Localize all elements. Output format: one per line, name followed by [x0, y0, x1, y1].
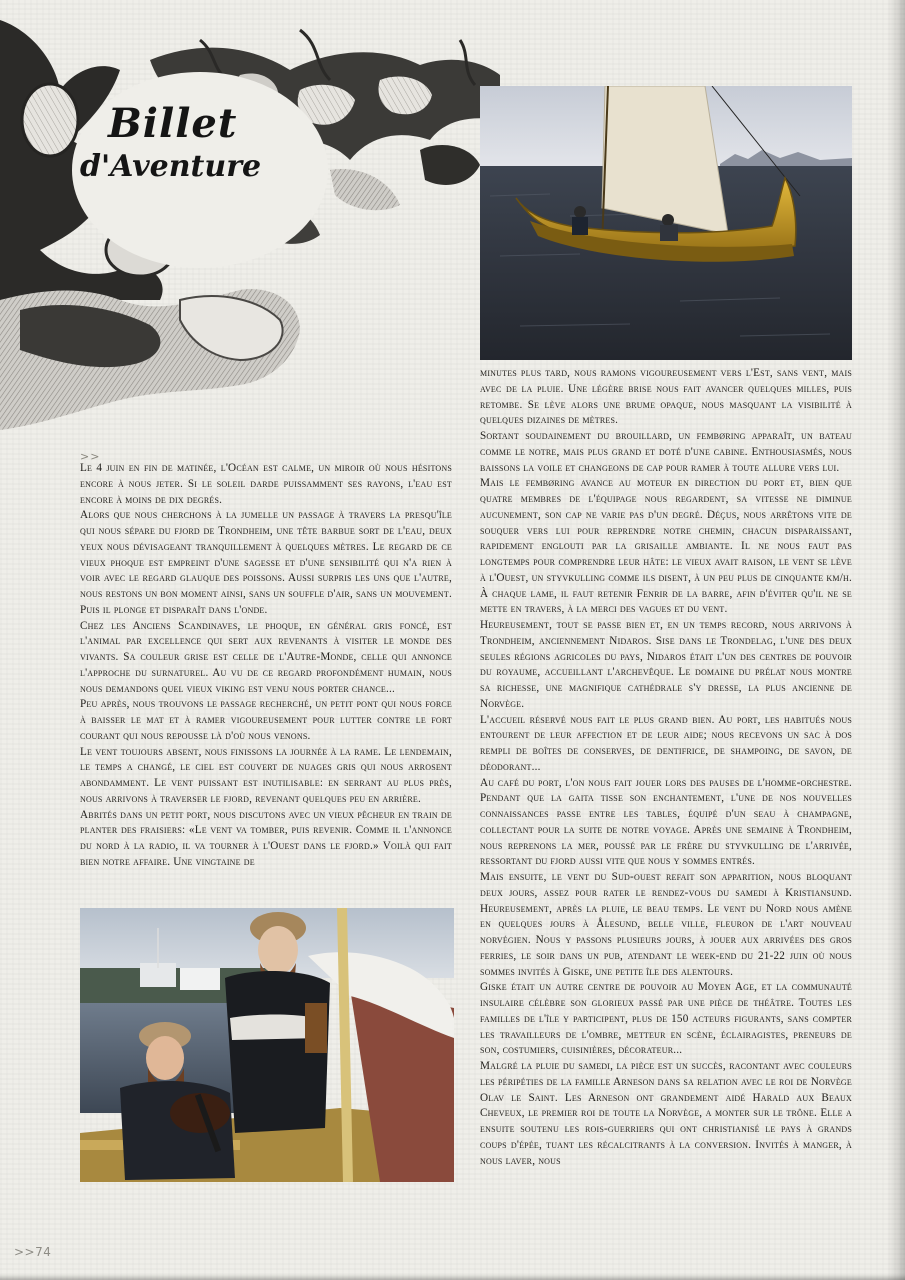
quote-mark: >>: [80, 450, 101, 463]
viking-boat-sailing-photo: [480, 86, 852, 360]
paragraph: Le 4 juin en fin de matinée, l'Océan est calme, un miroir où nous hésitons encore à nous jeter. Si le soleil darde puissamment ses rayons, l'eau est encore à moins de dix degrés.: [80, 462, 452, 506]
paragraph: Peu après, nous trouvons le passage recherché, un petit pont qui nous force à baisser le mat et à ramer vigoureusement pour lutter contre le fort courant qui nous repousse là d'où nous venons.: [80, 698, 452, 742]
article-title: [80, 100, 320, 186]
page-bottom-edge: [0, 1274, 905, 1280]
paragraph: Giske était un autre centre de pouvoir au Moyen Age, et la communauté insulaire célèbre son glorieux passé par une pièce de théâtre. Toutes les familles de l'île y participent, plus de 150 acteurs figurants, sans compter les travailleurs de l'ombre, metteur en scène, éclairagistes, preneurs de son, costumiers, cuisinières, décorateur...: [480, 981, 852, 1057]
article-left-column: [80, 461, 452, 871]
paragraph: Abrités dans un petit port, nous discutons avec un vieux pêcheur en train de planter des fraisiers: «Le vent va tomber, puis revenir. Comme il l'annonce du nord à la radio, il va tourner à l'Ouest dans le fjord.» Voilà qui fait bien notre affaire. Une vingtaine de: [80, 808, 452, 868]
paragraph: Heureusement, tout se passe bien et, en un temps record, nous arrivons à Trondheim, anciennement Nidaros. Sise dans le Trondelag, l'une des deux seules régions agricoles du pays, Nidaros était l'un des centres de pouvoir du royaume, accueillant l'archevêque. Le domaine du prélat nous montre sa richesse, une magnifique cathédrale s'y dresse, la plus ancienne de Norvège.: [480, 619, 852, 710]
title-line-1: Billet: [108, 100, 238, 147]
paragraph: minutes plus tard, nous ramons vigoureusement vers l'Est, sans vent, mais avec de la pluie. Une légère brise nous fait avancer quelques milles, puis retombe. Se lève alors une brume opaque, nous masquant la visibilité à quelques dizaines de mètres.: [480, 367, 852, 427]
paragraph: Malgré la pluie du samedi, la pièce est un succès, racontant avec couleurs les péripéties de la famille Arneson dans sa relation avec le roi de Norvège Olav le Saint. Les Arneson ont grandement aidé Harald aux Beaux Cheveux, le premier roi de toute la Norvège, a monter sur le trône. Elle a ensuite soutenu les rois-guerriers qui ont christianisé le pays à grands coups d'épée, tuant les récalcitrants à la conversion. Invités à manger, à nous laver, nous: [480, 1060, 852, 1167]
paragraph: Chez les Anciens Scandinaves, le phoque, en général gris foncé, est l'animal par excellence qui sert aux revenants à visiter le monde des vivants. Sa couleur grise est celle de l'Autre-Monde, celle qui annonce l'approche du surnaturel. Au vu de ce regard profondément humain, nous nous demandons quel vieux viking est venu nous porter chance...: [80, 619, 452, 695]
title-line-2: d'Aventure: [80, 149, 262, 184]
page-binding-shadow: [887, 0, 905, 1280]
paragraph: Mais ensuite, le vent du Sud-ouest refait son apparition, nous bloquant deux jours, assez pour rater le rendez-vous du samedi à Kristiansund. Heureusement, après la pluie, le beau temps. Le vent du Nord nous amène en quelques jours à Ålesund, belle ville, fleuron de l'art nouveau norvégien. Nous y passons plusieurs jours, à jouer aux arrivées des gros ferries, le soir dans un pub, atendant le week-end du 21-22 juin où nous sommes invités à Giske, une petite île des alentours.: [480, 871, 852, 978]
article-right-column: [480, 366, 852, 1169]
paragraph: Mais le fembøring avance au moteur en direction du port et, bien que quatre membres de l'équipage nous regardent, sa vitesse ne diminue aucunement, son cap ne varie pas d'un degré. Déçus, nous arrêtons vite de souquer vers lui pour reprendre notre chemin, chacun disparaissant, rapidement englouti par la grisaille ambiante. Il ne nous faut pas longtemps pour comprendre leur hâte: le vieux avait raison, le vent se lève à l'Ouest, un styvkulling comme ils disent, à un peu plus de cinquante km/h. À chaque lame, il faut retenir Fenrir de la barre, afin d'éviter qu'il ne se mette en travers, à la merci des vagues et du vent.: [480, 477, 852, 616]
paragraph: Sortant soudainement du brouillard, un fembøring apparaît, un bateau comme le notre, mais plus grand et doté d'une cabine. Enthousiasmés, nous baissons la voile et changeons de cap pour ramer à toute allure vers lui.: [480, 430, 852, 474]
paragraph: Au café du port, l'on nous fait jouer lors des pauses de l'homme-orchestre. Pendant que la gaita tisse son enchantement, l'une de nos nouvelles connaissances passe entre les tables, équipé d'un seau à champagne, collectant pour la suite de notre voyage. Après une semaine à Trondheim, nous reprenons la mer, poussé par le frère du styvkulling de l'arrivée, ressortant du fjord aussi vite que nous y sommes entrés.: [480, 776, 852, 868]
page-number: >>74: [14, 1245, 52, 1259]
paragraph: L'accueil réservé nous fait le plus grand bien. Au port, les habitués nous entourent de leur affection et de leur aide; nous recevons un sac à dos rempli de boîtes de conserves, de dentifrice, de shampoing, de savon, de déodorant...: [480, 713, 852, 773]
engraving-art: [0, 0, 500, 435]
paragraph: Alors que nous cherchons à la jumelle un passage à travers la presqu'île qui nous sépare du fjord de Trondheim, une tête barbue sort de l'eau, deux yeux nous dévisageant tranquillement à quelques mètres. Le regard de ce vieux phoque est empreint d'une sagesse et d'une sensibilité qui n'a rien à voir avec le regard glauque des poissons. Aussi surpris les uns que l'autre, nous restons un bon moment ainsi, sans un souffle d'air, sans un mouvement. Puis il plonge et disparaît dans l'onde.: [80, 509, 452, 616]
paragraph: Le vent toujours absent, nous finissons la journée à la rame. Le lendemain, le temps a changé, le ciel est couvert de nuages gris qui nous arrosent abondamment. Le vent puissant est inutilisable: en serrant au plus près, nous arrivons à traverser le fjord, revenant quelques peu en arrière.: [80, 745, 452, 805]
costumed-vikings-on-boat-photo: [80, 908, 454, 1182]
viking-engraving-illustration: [0, 0, 500, 435]
